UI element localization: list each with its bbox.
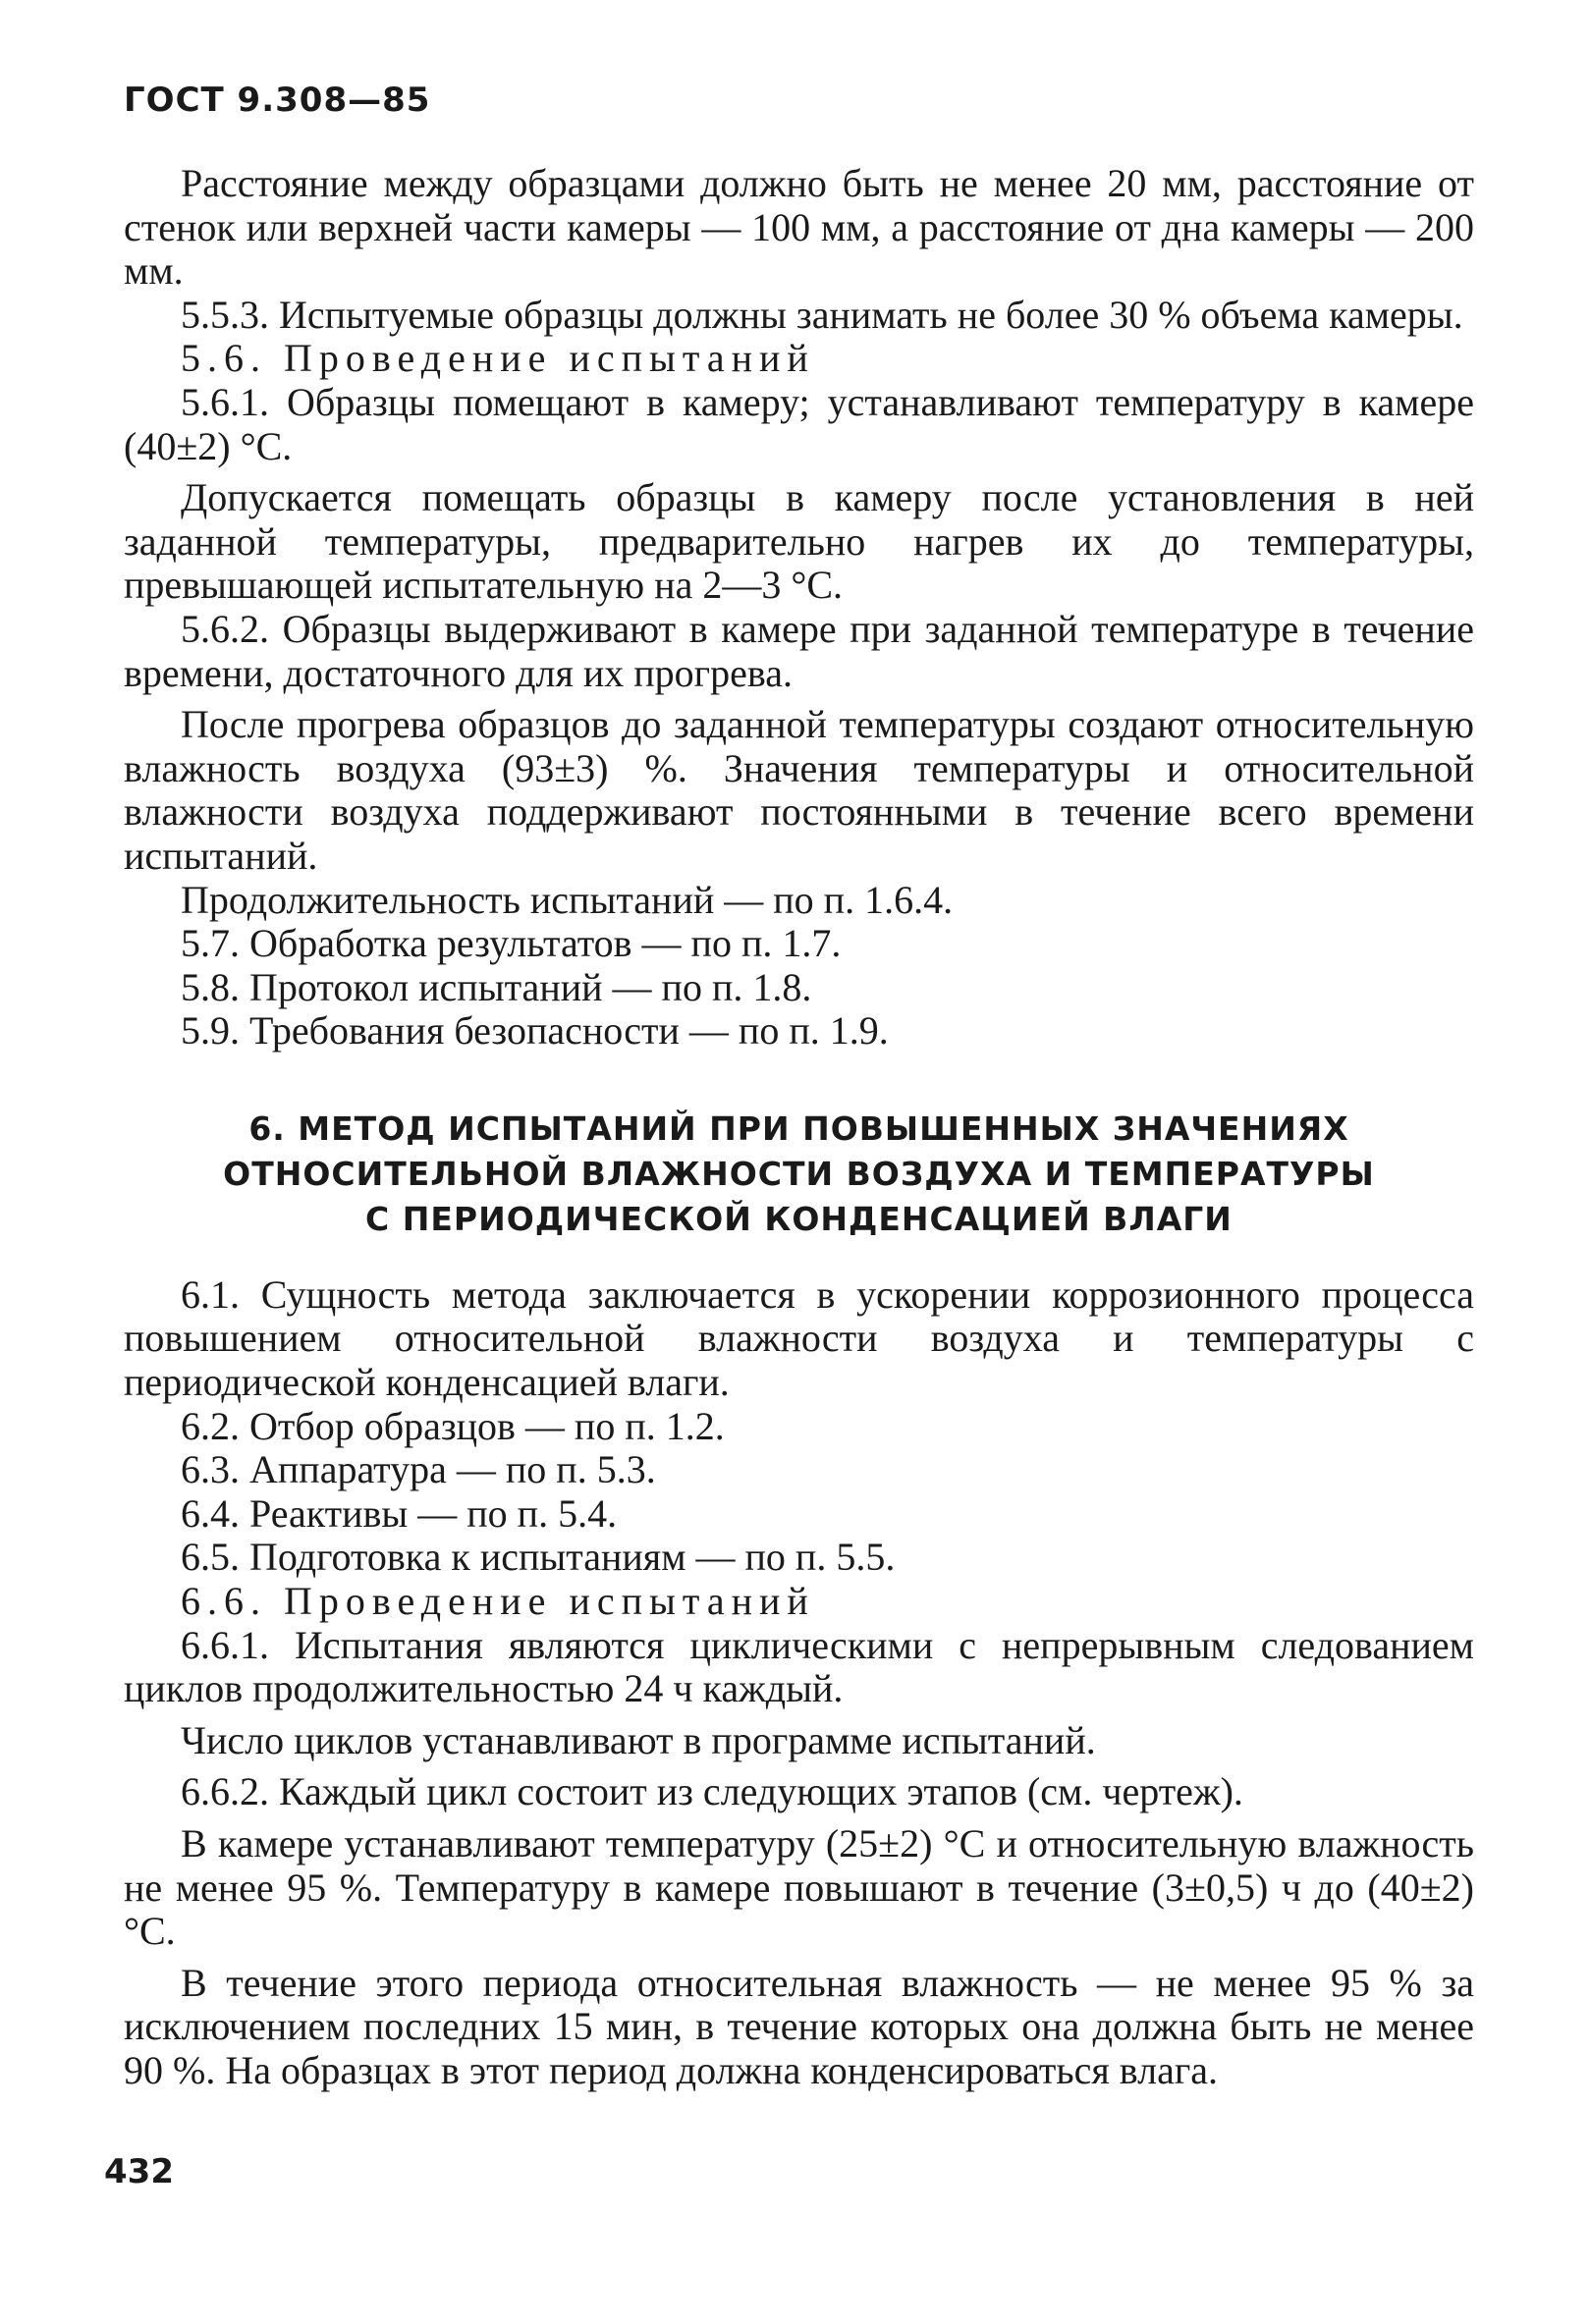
paragraph: 6.4. Реактивы — по п. 5.4. [181, 1490, 618, 1536]
paragraph: Число циклов устанавливают в программе испытаний. [181, 1717, 1096, 1762]
section-title-line: ОТНОСИТЕЛЬНОЙ ВЛАЖНОСТИ ВОЗДУХА И ТЕМПЕРАТУРЫ [223, 1154, 1375, 1193]
page-content [124, 162, 1474, 2093]
paragraph: В камере устанавливают температуру (25±2) °С и относительную влажность не менее 95 %. Температуру в камере повышают в течение (3±0,5) ч до (40±2) °С. [124, 1821, 1474, 1954]
paragraph: 5.6.2. Образцы выдерживают в камере при заданной температуре в течение времени, достаточного для их прогрева. [124, 606, 1474, 695]
paragraph: 5.5.3. Испытуемые образцы должны занимать не более 30 % объема камеры. [181, 292, 1463, 337]
paragraph: 6.2. Отбор образцов — по п. 1.2. [181, 1403, 725, 1448]
paragraph: После прогрева образцов до заданной температуры создают относительную влажность воздуха (93±3) %. Значения температуры и относительной влажности воздуха поддерживают постоянными в течение всего времени испытаний. [124, 702, 1474, 878]
page-header: ГОСТ 9.308—85 [124, 81, 431, 120]
paragraph: 6.1. Сущность метода заключается в ускорении коррозионного процесса повышением относительной влажности воздуха и температуры с периодической конденсацией влаги. [124, 1271, 1474, 1405]
paragraph: 5.8. Протокол испытаний — по п. 1.8. [181, 964, 812, 1009]
section-title-line: 6. МЕТОД ИСПЫТАНИЙ ПРИ ПОВЫШЕННЫХ ЗНАЧЕНИЯХ [248, 1108, 1349, 1148]
paragraph: 6.6.2. Каждый цикл состоит из следующих этапов (см. чертеж). [181, 1769, 1243, 1814]
paragraph: 5.9. Требования безопасности — по п. 1.9. [181, 1008, 889, 1054]
subsection-heading: 6.6. Проведение испытаний [181, 1579, 815, 1624]
paragraph: В течение этого периода относительная влажность — не менее 95 % за исключением последних 15 мин, в течение которых она должна быть не менее 90 %. На образцах в этот период должна конденсироваться влага. [124, 1960, 1474, 2092]
section-title-line: С ПЕРИОДИЧЕСКОЙ КОНДЕНСАЦИЕЙ ВЛАГИ [365, 1199, 1233, 1238]
paragraph: Продолжительность испытаний — по п. 1.6.4. [181, 877, 954, 922]
paragraph: 5.7. Обработка результатов — по п. 1.7. [181, 921, 842, 966]
paragraph: 6.6.1. Испытания являются циклическими с непрерывным следованием циклов продолжительностью 24 ч каждый. [124, 1622, 1474, 1711]
paragraph: 5.6.1. Образцы помещают в камеру; устанавливают температуру в камере (40±2) °С. [124, 379, 1474, 468]
paragraph: Расстояние между образцами должно быть не менее 20 мм, расстояние от стенок или верхней части камеры — 100 мм, а расстояние от дна камеры — 200 мм. [124, 161, 1474, 294]
paragraph: 6.3. Аппаратура — по п. 5.3. [181, 1447, 656, 1492]
section-title [124, 1107, 1474, 1242]
paragraph: 6.5. Подготовка к испытаниям — по п. 5.5. [181, 1535, 896, 1580]
page-number: 432 [104, 2152, 174, 2191]
paragraph: Допускается помещать образцы в камеру после установления в ней заданной температуры, предварительно нагрев их до температуры, превышающей испытательную на 2—3 °С. [124, 475, 1474, 608]
subsection-heading: 5.6. Проведение испытаний [181, 336, 815, 381]
